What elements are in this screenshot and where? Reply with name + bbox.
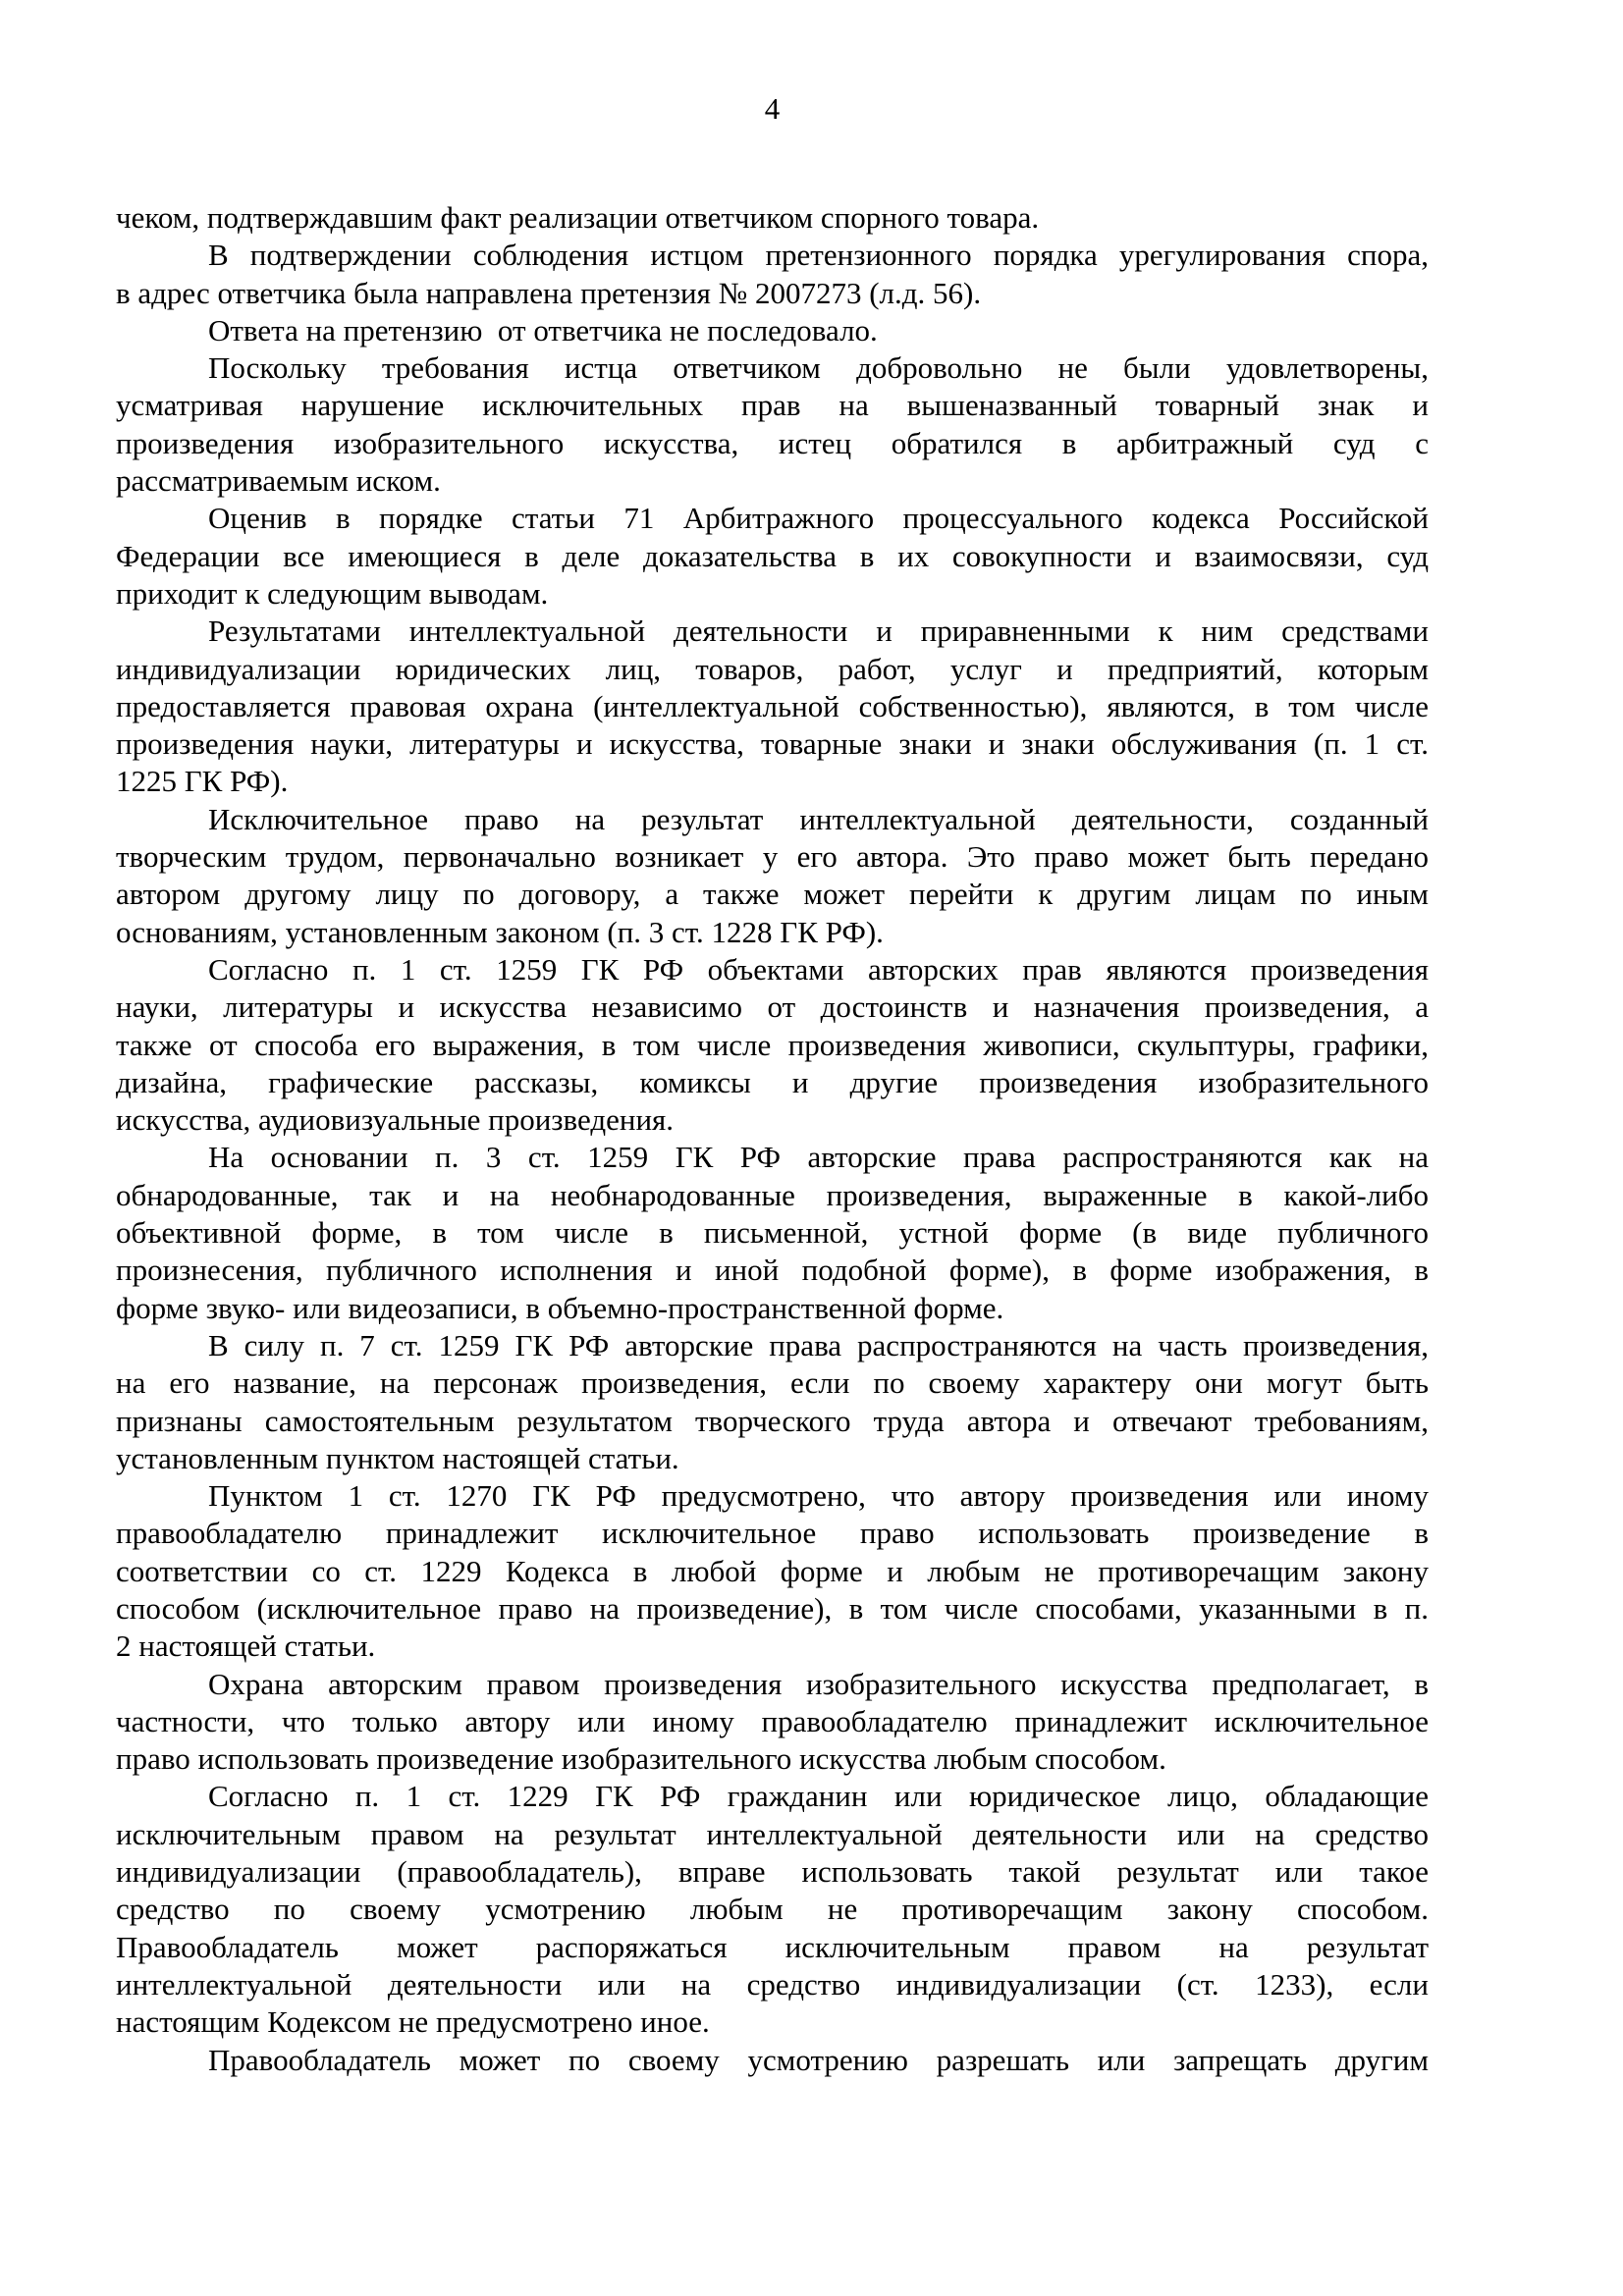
text-line: произведения изобразительного искусства, истец обратился в арбитражный суд с (116, 425, 1429, 460)
text-line: науки, литературы и искусства независимо от достоинств и назначения произведения, а (116, 989, 1429, 1025)
text-line: Поскольку требования истца ответчиком добровольно не были удовлетворены, (208, 350, 1429, 386)
text-line: индивидуализации (правообладатель), вправе использовать такой результат или такое (116, 1854, 1429, 1890)
text-line: Федерации все имеющиеся в деле доказательства в их совокупности и взаимосвязи, суд (116, 538, 1429, 573)
text-line: индивидуализации юридических лиц, товаров, работ, услуг и предприятий, которым (116, 651, 1429, 686)
text-line: творческим трудом, первоначально возникает у его автора. Это право может быть передано (116, 839, 1429, 875)
text-line: произнесения, публичного исполнения и иной подобной форме), в форме изображения, в (116, 1253, 1429, 1288)
paragraph (116, 1477, 1429, 1665)
text-line: Пунктом 1 ст. 1270 ГК РФ предусмотрено, что автору произведения или иному (208, 1478, 1429, 1514)
text-line: основаниям, установленным законом (п. 3 ст. 1228 ГК РФ). (116, 914, 884, 949)
text-line: рассматриваемым иском. (116, 463, 441, 499)
text-line: 2 настоящей статьи. (116, 1629, 376, 1664)
text-line: на его название, на персонаж произведения, если по своему характеру они могут быть (116, 1365, 1429, 1401)
text-line: установленным пунктом настоящей статьи. (116, 1440, 679, 1475)
text-line: Согласно п. 1 ст. 1229 ГК РФ гражданин или юридическое лицо, обладающие (208, 1779, 1429, 1814)
text-line: способом (исключительное право на произведение), в том числе способами, указанными в п. (116, 1590, 1429, 1626)
text-line: В силу п. 7 ст. 1259 ГК РФ авторские права распространяются на часть произведения, (208, 1327, 1429, 1362)
text-line: Охрана авторским правом произведения изобразительного искусства предполагает, в (208, 1666, 1429, 1701)
text-line: автором другому лицу по договору, а также может перейти к другим лицам по иным (116, 877, 1429, 912)
paragraph (116, 349, 1429, 500)
text-line: признаны самостоятельным результатом творческого труда автора и отвечают требованиям, (116, 1403, 1429, 1438)
text-line: искусства, аудиовизуальные произведения. (116, 1102, 675, 1138)
paragraph (116, 613, 1429, 800)
text-line: объективной форме, в том числе в письменной, устной форме (в виде публичного (116, 1215, 1429, 1251)
text-line: 1225 ГК РФ). (116, 764, 289, 799)
document-body (116, 199, 1429, 2079)
text-line: Правообладатель может распоряжаться исключительным правом на результат (116, 1929, 1429, 1964)
text-line: Согласно п. 1 ст. 1259 ГК РФ объектами авторских прав являются произведения (208, 951, 1429, 987)
text-line: исключительным правом на результат интеллектуальной деятельности или на средство (116, 1816, 1429, 1851)
text-line: форме звуко- или видеозаписи, в объемно-пространственной форме. (116, 1290, 1004, 1325)
text-line: также от способа его выражения, в том числе произведения живописи, скульптуры, графики, (116, 1027, 1429, 1062)
text-line: приходит к следующим выводам. (116, 575, 549, 611)
text-line: На основании п. 3 ст. 1259 ГК РФ авторские права распространяются как на (208, 1140, 1429, 1175)
paragraph (116, 312, 1429, 349)
text-line: частности, что только автору или иному правообладателю принадлежит исключительное (116, 1703, 1429, 1738)
text-line: Правообладатель может по своему усмотрению разрешать или запрещать другим (208, 2042, 1429, 2077)
page-number: 4 (764, 91, 781, 126)
paragraph (116, 951, 1429, 1139)
text-line: дизайна, графические рассказы, комиксы и другие произведения изобразительного (116, 1064, 1429, 1099)
text-line: Исключительное право на результат интеллектуальной деятельности, созданный (208, 801, 1429, 836)
text-line: правообладателю принадлежит исключительное право использовать произведение в (116, 1516, 1429, 1551)
paragraph (116, 1666, 1429, 1779)
text-line: предоставляется правовая охрана (интеллектуальной собственностью), являются, в том числе (116, 688, 1429, 723)
text-line: интеллектуальной деятельности или на средство индивидуализации (ст. 1233), если (116, 1966, 1429, 2002)
paragraph (116, 1139, 1429, 1326)
text-line: Результатами интеллектуальной деятельности и приравненными к ним средствами (208, 614, 1429, 649)
text-line: Ответа на претензию от ответчика не последовало. (208, 312, 878, 347)
text-line: чеком, подтверждавшим факт реализации ответчиком спорного товара. (116, 200, 1040, 235)
text-line: В подтверждении соблюдения истцом претензионного порядка урегулирования спора, (208, 238, 1429, 273)
text-line: усматривая нарушение исключительных прав на вышеназванный товарный знак и (116, 388, 1429, 423)
paragraph (116, 199, 1429, 237)
text-line: обнародованные, так и на необнародованные произведения, выраженные в какой-либо (116, 1177, 1429, 1212)
paragraph (116, 1327, 1429, 1477)
text-line: право использовать произведение изобразительного искусства любым способом. (116, 1741, 1166, 1777)
paragraph (116, 500, 1429, 613)
text-line: настоящим Кодексом не предусмотрено иное. (116, 2004, 710, 2040)
text-line: в адрес ответчика была направлена претензия № 2007273 (л.д. 56). (116, 275, 982, 310)
paragraph (116, 801, 1429, 951)
text-line: соответствии со ст. 1229 Кодекса в любой форме и любым не противоречащим закону (116, 1553, 1429, 1588)
text-line: средство по своему усмотрению любым не противоречащим закону способом. (116, 1892, 1429, 1927)
paragraph (116, 2042, 1429, 2079)
text-line: Оценив в порядке статьи 71 Арбитражного процессуального кодекса Российской (208, 501, 1429, 536)
text-line: произведения науки, литературы и искусства, товарные знаки и знаки обслуживания (п. 1 ст. (116, 726, 1429, 762)
paragraph (116, 237, 1429, 312)
paragraph (116, 1778, 1429, 2041)
